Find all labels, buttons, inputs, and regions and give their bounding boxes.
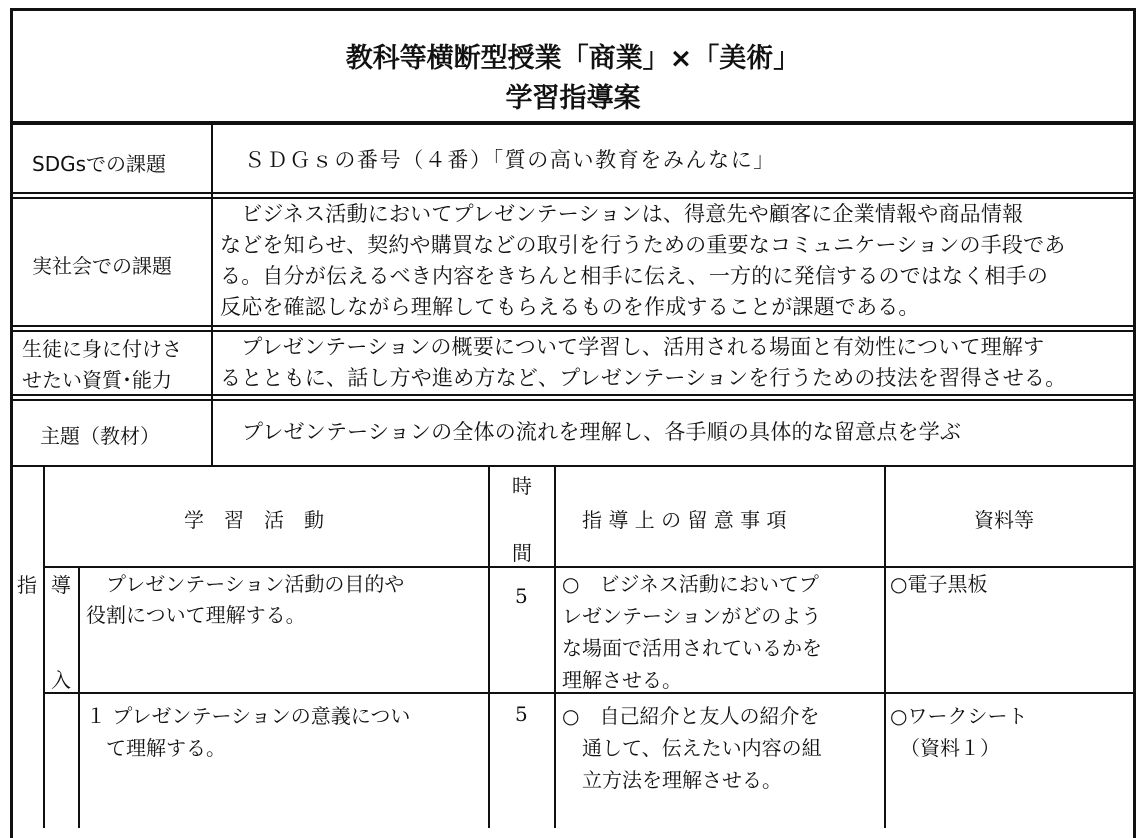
header-activity: 学 習 活 動 bbox=[184, 508, 324, 532]
title-line2: 学習指導案 bbox=[505, 83, 641, 114]
sdgs-label: SDGsでの課題 bbox=[32, 152, 167, 176]
row-divider bbox=[10, 399, 1136, 401]
row-divider bbox=[10, 192, 1136, 194]
society-line: などを知らせ、契約や購買などの取引を行うための重要なコミュニケーションの手段であ bbox=[220, 233, 1066, 257]
row2-notes-line: ○ 自己紹介と友人の紹介を bbox=[562, 704, 820, 728]
row2-notes-line: 立方法を理解させる。 bbox=[562, 768, 782, 792]
label-column-divider bbox=[211, 125, 213, 467]
phase-bottom: 入 bbox=[51, 668, 71, 692]
ability-label-line2: せたい資質･能力 bbox=[22, 368, 172, 392]
side-label: 指 bbox=[17, 573, 37, 597]
title-line1: 教科等横断型授業「商業」×「美術」 bbox=[345, 43, 801, 74]
theme-label: 主題（教材） bbox=[40, 424, 160, 448]
society-line: る。自分が伝えるべき内容をきちんと相手に伝え、一方的に発信するのではなく相手の bbox=[220, 264, 1049, 288]
row1-notes-line: 理解させる。 bbox=[562, 668, 682, 692]
table-col-divider bbox=[43, 466, 45, 828]
row1-notes-line: レゼンテーションがどのよう bbox=[562, 604, 822, 628]
ability-line: るとともに、話し方や進め方など、プレゼンテーションを行うための技法を習得させる。 bbox=[220, 366, 1067, 390]
society-line: 反応を確認しながら理解してもらえるものを作成することが課題である。 bbox=[220, 295, 920, 319]
title-divider bbox=[10, 121, 1136, 125]
table-col-divider bbox=[554, 466, 556, 828]
ability-line: プレゼンテーションの概要について学習し、活用される場面と有効性について理解す bbox=[220, 335, 1045, 359]
row2-activity-line: て理解する。 bbox=[86, 736, 226, 760]
row1-notes-line: ○ ビジネス活動においてプ bbox=[562, 572, 819, 596]
sdgs-value: ＳＤＧｓの番号（４番）「質の高い教育をみんなに」 bbox=[244, 148, 776, 172]
row1-time: 5 bbox=[515, 584, 528, 608]
header-time-bottom: 間 bbox=[512, 541, 532, 565]
row2-materials-line: ○ワークシート bbox=[890, 704, 1028, 728]
phase-top: 導 bbox=[51, 573, 71, 597]
ability-label-line1: 生徒に身に付けさ bbox=[22, 337, 182, 361]
society-label: 実社会での課題 bbox=[32, 254, 172, 278]
row2-activity-line: １ プレゼンテーションの意義につい bbox=[86, 704, 411, 728]
row1-notes-line: な場面で活用されているかを bbox=[562, 636, 822, 660]
table-col-divider bbox=[488, 466, 490, 828]
table-col-divider bbox=[884, 466, 886, 828]
society-line: ビジネス活動においてプレゼンテーションは、得意先や顧客に企業情報や商品情報 bbox=[220, 202, 1024, 226]
theme-value: プレゼンテーションの全体の流れを理解し、各手順の具体的な留意点を学ぶ bbox=[242, 420, 962, 444]
row-divider bbox=[10, 465, 1136, 467]
row2-notes-line: 通して、伝えたい内容の組 bbox=[562, 736, 822, 760]
row-divider bbox=[10, 325, 1136, 327]
table-col-divider bbox=[78, 567, 80, 828]
row1-activity-line: 役割について理解する。 bbox=[86, 603, 306, 627]
row-divider bbox=[10, 394, 1136, 396]
header-materials: 資料等 bbox=[974, 508, 1034, 532]
header-time-top: 時 bbox=[512, 474, 532, 498]
row1-activity-line: プレゼンテーション活動の目的や bbox=[86, 572, 405, 596]
row1-materials: ○電子黒板 bbox=[890, 572, 988, 596]
header-notes: 指 導 上 の 留 意 事 項 bbox=[582, 508, 787, 532]
row2-time: 5 bbox=[515, 702, 528, 726]
row2-materials-line: （資料１） bbox=[890, 736, 1000, 760]
